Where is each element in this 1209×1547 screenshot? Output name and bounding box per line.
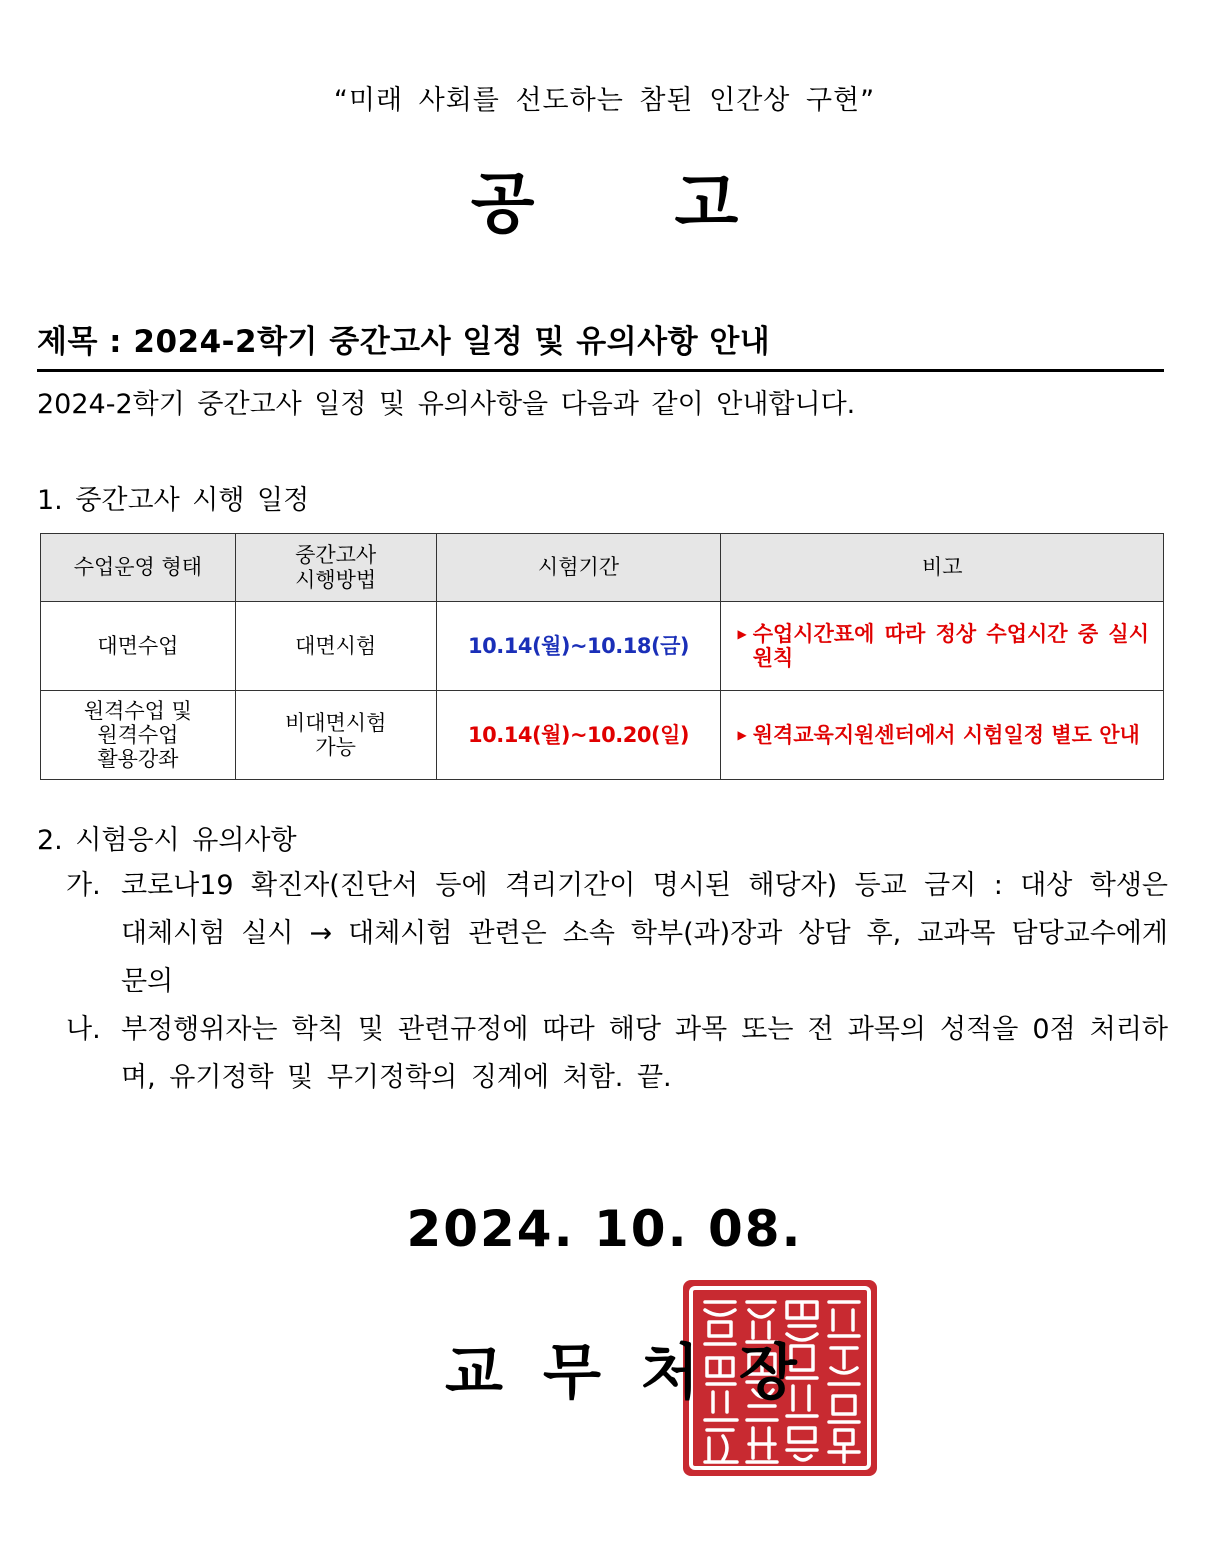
issuer-char-4: 장	[738, 1338, 797, 1408]
note-text: 부정행위자는 학칙 및 관련규정에 따라 해당 과목 또는 전 과목의 성적을 0점 처리하며, 유기정학 및 무기정학의 징계에 처함. 끝.	[121, 1014, 1168, 1093]
row1-exam-method: 대면시험	[235, 602, 436, 691]
row2-exam-method-text: 비대면시험 가능	[284, 710, 387, 759]
issuer-char-2: 무	[542, 1338, 601, 1408]
row1-remark-text: 수업시간표에 따라 정상 수업시간 중 실시 원칙	[752, 621, 1149, 670]
header-class-type: 수업운영 형태	[41, 534, 236, 602]
motto: “미래 사회를 선도하는 참된 인간상 구현”	[333, 85, 876, 116]
issue-date: 2024. 10. 08.	[406, 1200, 803, 1258]
subject-title: 제목 : 2024-2학기 중간고사 일정 및 유의사항 안내	[37, 316, 1164, 372]
header-exam-method-text: 중간고사 시행방법	[295, 543, 377, 592]
row2-exam-method	[235, 691, 436, 780]
row2-remark-text: 원격교육지원센터에서 시험일정 별도 안내	[752, 722, 1140, 747]
header-remarks: 비고	[721, 534, 1164, 602]
document-heading	[0, 150, 1209, 245]
row2-remark	[721, 691, 1164, 780]
issuer-title	[445, 1325, 797, 1411]
list-item	[66, 1006, 1168, 1102]
note-text: 코로나19 확진자(진단서 등에 격리기간이 명시된 해당자) 등교 금지 : 대상 학생은 대체시험 실시 → 대체시험 관련은 소속 학부(과)장과 상담 후, 교과목 담당교수에게 문의	[121, 870, 1168, 997]
list-item	[66, 862, 1168, 1006]
row2-exam-period: 10.14(월)~10.20(일)	[436, 691, 721, 780]
table-header-row	[41, 534, 1164, 602]
row2-class-type	[41, 691, 236, 780]
section1-title: 1. 중간고사 시행 일정	[37, 485, 310, 516]
precautions-list	[66, 862, 1168, 1102]
row1-class-type: 대면수업	[41, 602, 236, 691]
triangle-bullet-icon: ▶	[737, 727, 747, 742]
table-row	[41, 602, 1164, 691]
row1-remark	[721, 602, 1164, 691]
note-marker: 나.	[66, 1014, 101, 1045]
note-marker: 가.	[66, 870, 101, 901]
header-exam-period: 시험기간	[436, 534, 721, 602]
row1-exam-period: 10.14(월)~10.18(금)	[436, 602, 721, 691]
section2-title: 2. 시험응시 유의사항	[37, 825, 297, 856]
issuer-char-3: 처	[640, 1338, 699, 1408]
row2-class-type-text: 원격수업 및 원격수업 활용강좌	[83, 698, 192, 772]
issuer-char-1: 교	[445, 1338, 503, 1408]
header-exam-method	[235, 534, 436, 602]
heading-char-1: 공	[470, 165, 535, 242]
intro-text: 2024-2학기 중간고사 일정 및 유의사항을 다음과 같이 안내합니다.	[37, 389, 856, 420]
table-row	[41, 691, 1164, 780]
heading-char-2: 고	[674, 165, 739, 242]
triangle-bullet-icon: ▶	[737, 626, 747, 641]
exam-schedule-table	[40, 533, 1164, 780]
